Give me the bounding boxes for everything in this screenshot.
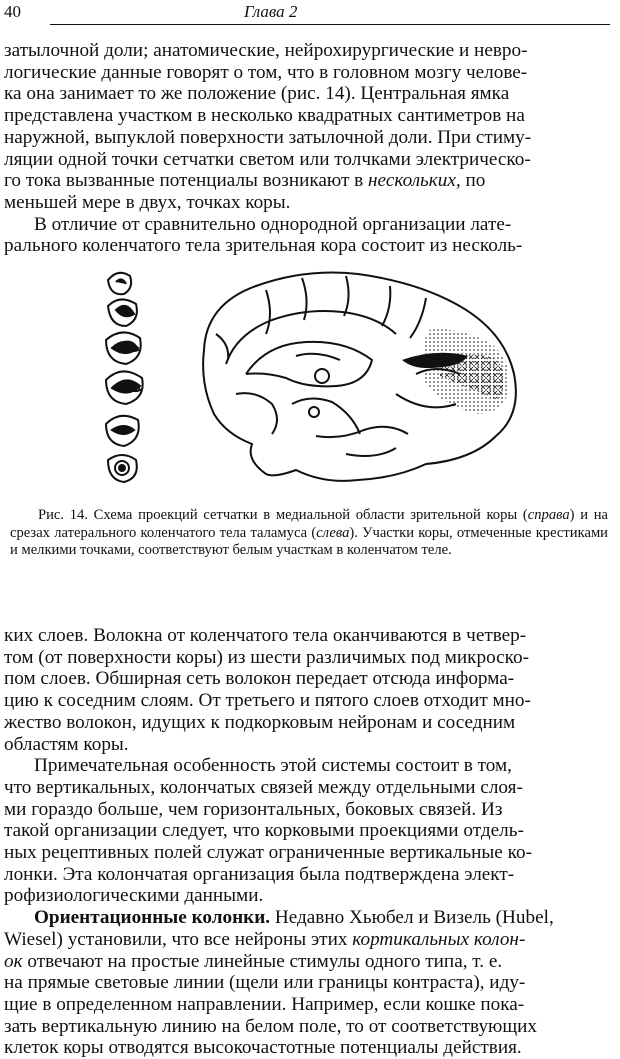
text-line: Примечательная особенность этой системы состоит в том, bbox=[34, 755, 512, 777]
lgn-section-icon bbox=[106, 371, 143, 404]
text-line: рального коленчатого тела зрительная кора состоит из несколь- bbox=[4, 235, 523, 257]
text-line: затылочной доли; анатомические, нейрохирургические и невро- bbox=[4, 40, 528, 61]
page-number: 40 bbox=[4, 2, 21, 21]
text-line: ких слоев. Волокна от коленчатого тела оканчиваются в четвер- bbox=[4, 625, 527, 646]
text-line: том (от поверхности коры) из шести различимых под микроско- bbox=[4, 646, 530, 668]
text-line: В отличие от сравнительно однородной организации лате- bbox=[34, 213, 512, 235]
text-line: ляции одной точки сетчатки светом или толчками электрическо- bbox=[4, 148, 531, 170]
text-line: ка она занимает то же положение (рис. 14). Центральная ямка bbox=[4, 83, 510, 105]
emphasis: нескольких, bbox=[368, 170, 461, 192]
text-line: что вертикальных, колончатых связей между отдельными слоя- bbox=[4, 776, 523, 798]
lgn-section-icon bbox=[108, 273, 131, 294]
text-line: ми гораздо больше, чем горизонтальных, боковых связей. Из bbox=[4, 798, 503, 820]
text-line: Недавно Хьюбел и Визель (Hubel, bbox=[270, 907, 554, 929]
lgn-section-icon bbox=[106, 332, 141, 364]
top-text-block bbox=[4, 40, 608, 257]
text-line: зать вертикальную линию на белом поле, то от соответствующих bbox=[4, 1015, 538, 1037]
chapter-title: Глава 2 bbox=[244, 2, 298, 21]
text-line: цию к соседним слоям. От третьего и пятого слоев отходит мно- bbox=[4, 690, 531, 712]
text-line: пом слоев. Обширная сеть волокон передает отсюда информа- bbox=[4, 668, 515, 690]
emphasis: кортикальных колон- bbox=[352, 928, 526, 950]
visual-cortex-projection bbox=[402, 329, 509, 414]
lgn-section-icon bbox=[106, 416, 139, 446]
page-header bbox=[0, 0, 620, 30]
text-line: Wiesel) установили, что все нейроны этих bbox=[4, 928, 353, 950]
text-line: наружной, выпуклой поверхности затылочной доли. При стиму- bbox=[4, 126, 532, 148]
lgn-section-icon bbox=[108, 455, 137, 482]
text-line: лонки. Эта колончатая организация была подтверждена элект- bbox=[4, 863, 515, 885]
figure-14 bbox=[96, 264, 526, 500]
text-line: ных рецептивных полей служат ограниченные вертикальные ко- bbox=[4, 842, 532, 864]
figure-caption: Рис. 14. Схема проекций сетчатки в медиальной области зрительной коры (справа) и на срезах латерального коленчатого тела таламуса (слева). Участки коры, отмеченные крестиками и мелкими точками, соответствуют белым участкам в коленчатом теле. bbox=[10, 507, 608, 559]
lgn-section-icon bbox=[108, 299, 137, 326]
text-line: такой организации следует, что корковыми проекциями отдель- bbox=[4, 820, 524, 842]
text-line: го тока вызванные потенциалы возникают в bbox=[4, 170, 369, 192]
lgn-sections bbox=[106, 273, 143, 482]
text-line: меньшей мере в двух, точках коры. bbox=[4, 191, 291, 213]
text-line: щие в определенном направлении. Например, если кошке пока- bbox=[4, 993, 525, 1015]
text-line: рофизиологическими данными. bbox=[4, 885, 264, 907]
text-line: представлена участком в несколько квадратных сантиметров на bbox=[4, 105, 525, 127]
text-line: на прямые световые линии (щели или границы контраста), иду- bbox=[4, 972, 526, 994]
section-heading: Ориентационные колонки. bbox=[34, 907, 271, 929]
text-line: клеток коры отводятся высокочастотные потенциалы действия. bbox=[4, 1037, 522, 1059]
text-line: жество волокон, идущих к подкорковым нейронам и соседним bbox=[4, 711, 516, 733]
emphasis: ок bbox=[4, 950, 23, 972]
text-line: по bbox=[460, 170, 486, 192]
text-line: областям коры. bbox=[4, 733, 129, 755]
header-rule bbox=[50, 24, 610, 25]
text-line: логические данные говорят о том, что в головном мозгу челове- bbox=[4, 61, 528, 83]
bottom-text-block bbox=[4, 625, 608, 1059]
text-line: отвечают на простые линейные стимулы одного типа, т. е. bbox=[22, 950, 503, 972]
